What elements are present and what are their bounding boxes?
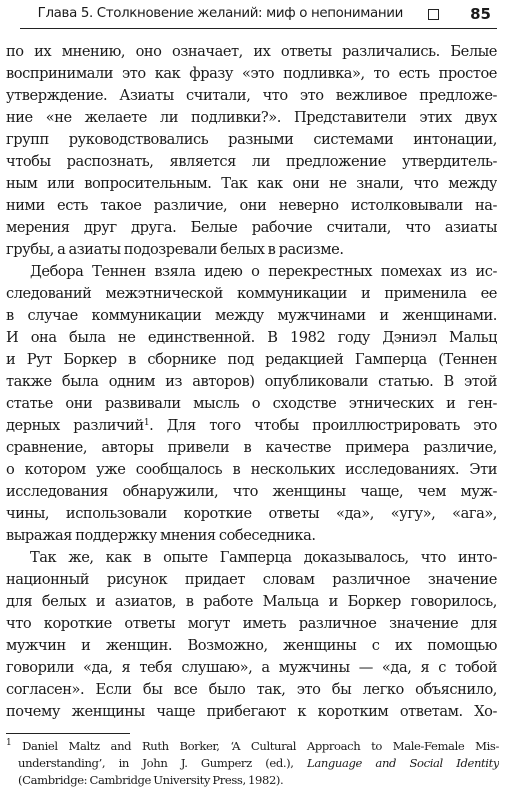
text-line: согласен». Если бы все было так, это бы легко объяснило,: [6, 681, 497, 698]
text-fragment: дерных различий: [6, 417, 144, 434]
text-line: ними есть такое различие, они неверно истолковывали на-: [6, 197, 497, 214]
text-line: ным или вопросительным. Так как они не знали, что между: [6, 175, 497, 192]
running-header: [20, 2, 497, 29]
footnote-marker[interactable]: 1: [143, 418, 150, 428]
text-line: следований межэтнической коммуникации и применила ее: [6, 285, 497, 302]
text-fragment: . Для того чтобы проиллюстрировать это: [149, 417, 497, 434]
text-line: говорили «да, я тебя слушаю», а мужчины — «да, я с тобой: [6, 659, 497, 676]
book-title: Language and Social Identity: [307, 756, 499, 770]
text-line: по их мнению, оно означает, их ответы различались. Белые: [6, 43, 497, 60]
text-line: статье они развивали мысль о сходстве этнических и ген-: [6, 395, 497, 412]
text-line: И она была не единственной. В 1982 году Дэниэл Мальц: [6, 329, 497, 346]
footnote-text: understanding’, in John J. Gumperz (ed.),: [18, 756, 294, 770]
footnote: [6, 738, 499, 789]
text-line: [6, 415, 497, 437]
footnote-text: Daniel Maltz and Ruth Borker, ‘A Cultural Approach to Male-Female Mis-: [22, 739, 499, 753]
footnote-line: [6, 738, 499, 755]
text-line: утверждение. Азиаты считали, что это вежливое предложе-: [6, 87, 497, 104]
text-line: мужчин и женщин. Возможно, женщины с их помощью: [6, 637, 497, 654]
footnote-number: 1: [6, 738, 12, 748]
square-bullet-icon: [428, 9, 439, 20]
text-line: чтобы распознать, является ли предложение утвердитель-: [6, 153, 497, 170]
text-line: почему женщины чаще прибегают к коротким ответам. Хо-: [6, 703, 497, 720]
text-line: Так же, как в опыте Гамперца доказывалось, что инто-: [30, 549, 497, 566]
footnote-line: (Cambridge: Cambridge University Press, 1982).: [18, 773, 284, 787]
text-line: выражая поддержку мнения собеседника.: [6, 527, 316, 544]
text-line: также была одним из авторов) опубликовали статью. В этой: [6, 373, 497, 390]
body-text: [6, 41, 497, 723]
text-line: чины, использовали короткие ответы «да», «угу», «ага»,: [6, 505, 497, 522]
text-line: воспринимали это как фразу «это подливка», то есть простое: [6, 65, 497, 82]
footnote-line: [6, 755, 499, 772]
chapter-title: Глава 5. Столкновение желаний: миф о непонимании: [37, 6, 403, 21]
text-line: и Рут Боркер в сборнике под редакцией Гамперца (Теннен: [6, 351, 497, 368]
footnote-divider: [6, 733, 130, 734]
text-line: мерения друг друга. Белые рабочие считали, что азиаты: [6, 219, 497, 236]
text-line: что короткие ответы могут иметь различное значение для: [6, 615, 497, 632]
text-line: групп руководствовались разными системами интонации,: [6, 131, 497, 148]
text-line: грубы, а азиаты подозревали белых в расизме.: [6, 241, 344, 258]
text-line: ние «не желаете ли подливки?». Представители этих двух: [6, 109, 497, 126]
text-line: Дебора Теннен взяла идею о перекрестных помехах из ис-: [30, 263, 497, 280]
text-line: сравнение, авторы привели в качестве примера различие,: [6, 439, 497, 456]
text-line: для белых и азиатов, в работе Мальца и Боркер говорилось,: [6, 593, 497, 610]
page-number: 85: [470, 5, 491, 23]
text-line: национный рисунок придает словам различное значение: [6, 571, 497, 588]
text-line: исследования обнаружили, что женщины чаще, чем муж-: [6, 483, 497, 500]
text-line: о котором уже сообщалось в нескольких исследованиях. Эти: [6, 461, 497, 478]
text-line: в случае коммуникации между мужчинами и женщинами.: [6, 307, 497, 324]
